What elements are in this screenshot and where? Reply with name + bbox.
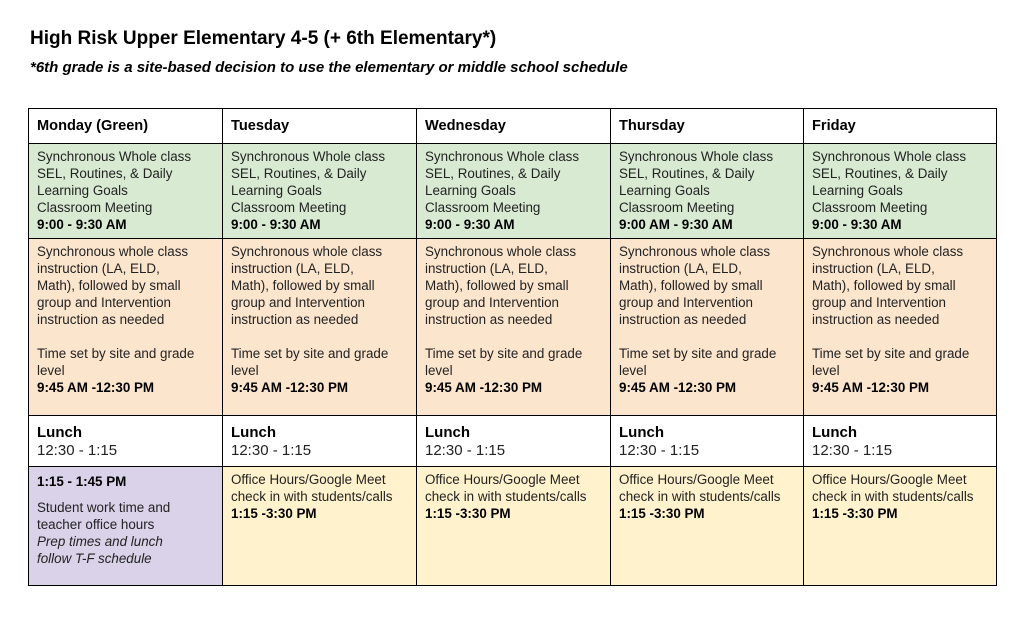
instruction-time: 9:45 AM -12:30 PM — [37, 380, 155, 395]
sel-line: Synchronous Whole class — [425, 149, 580, 164]
lunch-cell-tuesday — [223, 416, 417, 467]
sel-line: SEL, Routines, & Daily — [425, 166, 561, 181]
office-cell-wednesday — [417, 467, 611, 586]
day-header-wednesday: Wednesday — [417, 109, 611, 144]
office-line: Office Hours/Google Meet — [619, 472, 774, 487]
instruction-cell-monday — [29, 239, 223, 416]
lunch-label: Lunch — [231, 424, 276, 441]
monday-office-line: Student work time and — [37, 500, 171, 515]
monday-office-note: follow T-F schedule — [37, 551, 152, 566]
instruction-line: Synchronous whole class — [37, 244, 189, 259]
lunch-time: 12:30 - 1:15 — [812, 442, 893, 459]
office-time: 1:15 -3:30 PM — [425, 506, 511, 521]
header-row — [29, 109, 997, 144]
instruction-line: Math), followed by small — [37, 278, 181, 293]
sel-line: SEL, Routines, & Daily — [619, 166, 755, 181]
sel-cell-friday — [804, 144, 997, 239]
sel-line: Learning Goals — [37, 183, 128, 198]
instruction-site-line: level — [231, 363, 259, 378]
instruction-line: Math), followed by small — [619, 278, 763, 293]
sel-line: Classroom Meeting — [231, 200, 347, 215]
office-line: check in with students/calls — [231, 489, 393, 504]
sel-cell-tuesday — [223, 144, 417, 239]
sel-time: 9:00 - 9:30 AM — [37, 217, 127, 232]
sel-line: Synchronous Whole class — [619, 149, 774, 164]
instruction-line: instruction as needed — [37, 312, 165, 327]
instruction-line: group and Intervention — [812, 295, 947, 310]
instruction-time: 9:45 AM -12:30 PM — [619, 380, 737, 395]
sel-row — [29, 144, 997, 239]
lunch-cell-thursday — [611, 416, 804, 467]
sel-line: Classroom Meeting — [812, 200, 928, 215]
sel-time: 9:00 - 9:30 AM — [231, 217, 321, 232]
sel-line: Learning Goals — [619, 183, 710, 198]
sel-line: Classroom Meeting — [37, 200, 153, 215]
instruction-time: 9:45 AM -12:30 PM — [231, 380, 349, 395]
instruction-line: instruction as needed — [812, 312, 940, 327]
instruction-site-line: level — [812, 363, 840, 378]
instruction-cell-friday — [804, 239, 997, 416]
instruction-line: instruction as needed — [425, 312, 553, 327]
instruction-line: Math), followed by small — [812, 278, 956, 293]
sel-line: SEL, Routines, & Daily — [231, 166, 367, 181]
page-subtitle: *6th grade is a site-based decision to use the elementary or middle school schedule — [30, 59, 628, 76]
instruction-time: 9:45 AM -12:30 PM — [812, 380, 930, 395]
lunch-label: Lunch — [619, 424, 664, 441]
office-line: check in with students/calls — [425, 489, 587, 504]
instruction-line: Synchronous whole class — [425, 244, 577, 259]
sel-time: 9:00 - 9:30 AM — [425, 217, 515, 232]
instruction-line: instruction (LA, ELD, — [619, 261, 742, 276]
instruction-site-line: level — [619, 363, 647, 378]
instruction-row — [29, 239, 997, 416]
day-header-thursday: Thursday — [611, 109, 804, 144]
office-line: check in with students/calls — [619, 489, 781, 504]
sel-line: Synchronous Whole class — [37, 149, 192, 164]
page-title: High Risk Upper Elementary 4-5 (+ 6th Elementary*) — [30, 28, 497, 49]
instruction-line: instruction (LA, ELD, — [425, 261, 548, 276]
instruction-line: instruction as needed — [231, 312, 359, 327]
instruction-site-line: level — [37, 363, 65, 378]
sel-cell-monday — [29, 144, 223, 239]
instruction-cell-thursday — [611, 239, 804, 416]
office-time: 1:15 -3:30 PM — [231, 506, 317, 521]
day-header-friday: Friday — [804, 109, 997, 144]
sel-line: SEL, Routines, & Daily — [812, 166, 948, 181]
sel-cell-thursday — [611, 144, 804, 239]
sel-line: Classroom Meeting — [425, 200, 541, 215]
sel-time: 9:00 AM - 9:30 AM — [619, 217, 733, 232]
instruction-line: instruction (LA, ELD, — [231, 261, 354, 276]
lunch-label: Lunch — [425, 424, 470, 441]
instruction-site-line: Time set by site and grade — [812, 346, 970, 361]
sel-line: Synchronous Whole class — [231, 149, 386, 164]
instruction-line: group and Intervention — [231, 295, 366, 310]
office-time: 1:15 -3:30 PM — [812, 506, 898, 521]
day-header-monday: Monday (Green) — [29, 109, 223, 144]
monday-office-line: teacher office hours — [37, 517, 155, 532]
office-row — [29, 467, 997, 586]
instruction-line: Math), followed by small — [231, 278, 375, 293]
instruction-cell-tuesday — [223, 239, 417, 416]
monday-office-note: Prep times and lunch — [37, 534, 163, 549]
office-line: Office Hours/Google Meet — [425, 472, 580, 487]
lunch-time: 12:30 - 1:15 — [425, 442, 506, 459]
instruction-line: group and Intervention — [425, 295, 560, 310]
instruction-line: Synchronous whole class — [812, 244, 964, 259]
day-header-tuesday: Tuesday — [223, 109, 417, 144]
lunch-time: 12:30 - 1:15 — [231, 442, 312, 459]
sel-line: SEL, Routines, & Daily — [37, 166, 173, 181]
instruction-site-line: Time set by site and grade — [37, 346, 195, 361]
instruction-site-line: Time set by site and grade — [425, 346, 583, 361]
office-cell-friday — [804, 467, 997, 586]
office-cell-tuesday — [223, 467, 417, 586]
monday-office-time: 1:15 - 1:45 PM — [37, 474, 127, 489]
lunch-time: 12:30 - 1:15 — [619, 442, 700, 459]
instruction-site-line: Time set by site and grade — [619, 346, 777, 361]
lunch-label: Lunch — [812, 424, 857, 441]
lunch-cell-monday — [29, 416, 223, 467]
instruction-cell-wednesday — [417, 239, 611, 416]
lunch-cell-wednesday — [417, 416, 611, 467]
sel-line: Learning Goals — [812, 183, 903, 198]
schedule-table — [28, 108, 997, 586]
lunch-row — [29, 416, 997, 467]
sel-cell-wednesday — [417, 144, 611, 239]
instruction-line: instruction (LA, ELD, — [37, 261, 160, 276]
sel-line: Synchronous Whole class — [812, 149, 967, 164]
lunch-time: 12:30 - 1:15 — [37, 442, 118, 459]
office-time: 1:15 -3:30 PM — [619, 506, 705, 521]
office-line: Office Hours/Google Meet — [812, 472, 967, 487]
instruction-line: Synchronous whole class — [231, 244, 383, 259]
instruction-line: Math), followed by small — [425, 278, 569, 293]
instruction-site-line: level — [425, 363, 453, 378]
sel-line: Learning Goals — [231, 183, 322, 198]
sel-time: 9:00 - 9:30 AM — [812, 217, 902, 232]
instruction-site-line: Time set by site and grade — [231, 346, 389, 361]
instruction-line: Synchronous whole class — [619, 244, 771, 259]
office-cell-monday — [29, 467, 223, 586]
lunch-cell-friday — [804, 416, 997, 467]
office-cell-thursday — [611, 467, 804, 586]
lunch-label: Lunch — [37, 424, 82, 441]
instruction-line: group and Intervention — [619, 295, 754, 310]
office-line: Office Hours/Google Meet — [231, 472, 386, 487]
instruction-line: instruction (LA, ELD, — [812, 261, 935, 276]
instruction-time: 9:45 AM -12:30 PM — [425, 380, 543, 395]
sel-line: Classroom Meeting — [619, 200, 735, 215]
instruction-line: instruction as needed — [619, 312, 747, 327]
office-line: check in with students/calls — [812, 489, 974, 504]
instruction-line: group and Intervention — [37, 295, 172, 310]
sel-line: Learning Goals — [425, 183, 516, 198]
